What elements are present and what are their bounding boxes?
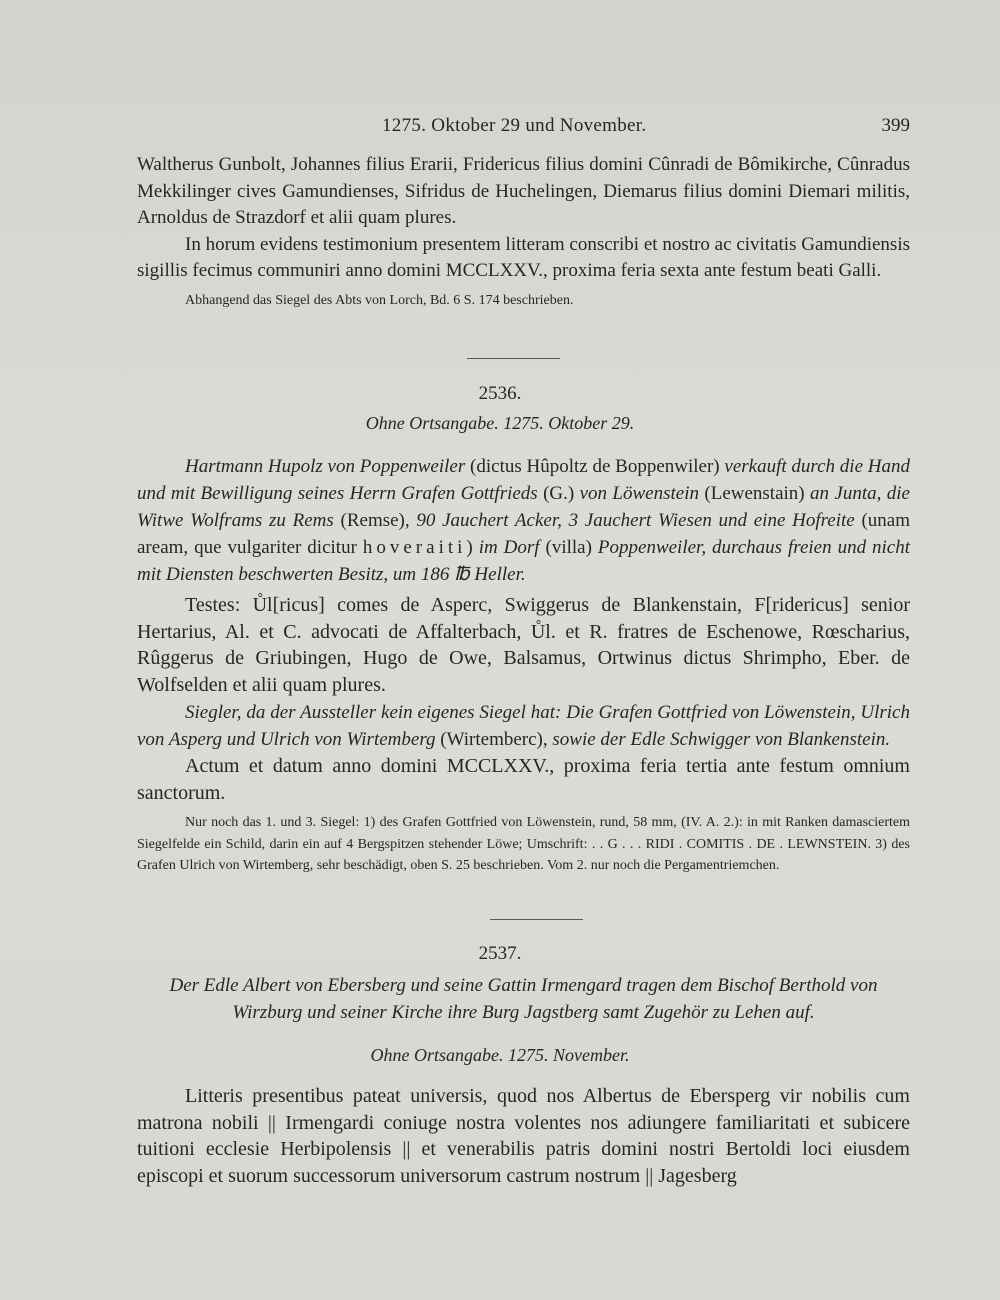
document-number-2537: 2537. (478, 943, 522, 964)
previous-document-text (137, 152, 910, 311)
text-2537: Litteris presentibus pateat universis, quod nos Albertus de Ebersperg vir nobilis cum matrona nobili || Irmengardi coniuge nostra volentes nos adiungere familiaritati et subicere tuitioni ecclesie Herbipolensis || et venerabilis patris domini nostri Bertoldi loci eiusdem episcopi et suorum successorum universorum castrum nostrum || Jagesberg (137, 1085, 910, 1187)
running-header (137, 115, 910, 141)
summary-2537: Der Edle Albert von Ebersberg und seine Gattin Irmengard tragen dem Bischof Berthold von Wirzburg und seiner Kirche ihre Burg Jagstberg samt Zugehör zu Lehen auf. (169, 975, 878, 1023)
page-number: 399 (881, 115, 910, 136)
separator-rule (490, 919, 583, 920)
header-title: 1275. Oktober 29 und November. (382, 115, 647, 136)
sealers-2536: Siegler, da der Aussteller kein eigenes Siegel hat: Die Grafen Gottfried von Löwenstein, Ulrich von Asperg und Ulrich von Wirtemberg (Wirtemberc), sowie der Edle Schwigger von Blankenstein. (137, 702, 910, 750)
document-number-2536: 2536. (478, 383, 522, 404)
corroboration-paragraph: In horum evidens testimonium presentem litteram conscribi et nostro ac civitatis Gamundiensis sigillis fecimus communiri anno domini MCCLXXV., proxima feria sexta ante festum beati Galli. (137, 233, 910, 281)
witness-list-paragraph: Waltherus Gunbolt, Johannes filius Erarii, Fridericus filius domini Cûnradi de Bômikirche, Cûnradus Mekkilinger cives Gamundienses, Sifridus de Huchelingen, Diemarus filius domini Diemari militis, Arnoldus de Strazdorf et alii quam plures. (137, 154, 910, 228)
dating-clause-2536: Actum et datum anno domini MCCLXXV., proxima feria tertia ante festum omnium sanctorum. (137, 755, 910, 804)
seal-note-2536: Nur noch das 1. und 3. Siegel: 1) des Grafen Gottfried von Löwenstein, rund, 58 mm, (IV. A. 2.): in mit Ranken damasciertem Siegelfelde ein Schild, darin ein auf 4 Bergspitzen stehender Löwe; Umschrift: . . G . . . RIDI . COMITIS . DE . LEWNSTEIN. 3) des Grafen Ulrich von Wirtemberg, sehr beschädigt, oben S. 25 beschrieben. Vom 2. nur noch die Pergamentriemchen. (137, 815, 910, 873)
separator-rule (467, 358, 560, 359)
document-2537-summary-block (137, 972, 910, 1026)
summary-2536: Hartmann Hupolz von Poppenweiler (dictus Hûpoltz de Boppenwiler) verkauft durch die Hand und mit Bewilligung seines Herrn Grafen Gottfrieds (G.) von Löwenstein (Lewenstain) an Junta, die Witwe Wolframs zu Rems (Remse), 90 Jauchert Acker, 3 Jauchert Wiesen und eine Hofreite (unam aream, que vulgariter dicitur hoveraiti) im Dorf (villa) Poppenweiler, durchaus freien und nicht mit Diensten beschwerten Besitz, um 186 ℔ Heller. (137, 456, 911, 585)
place-date-2536: Ohne Ortsangabe. 1275. Oktober 29. (365, 413, 635, 433)
document-2537-body (137, 1083, 910, 1189)
place-date-2537: Ohne Ortsangabe. 1275. November. (370, 1045, 630, 1065)
seal-note: Abhangend das Siegel des Abts von Lorch, Bd. 6 S. 174 beschrieben. (185, 292, 574, 308)
witnesses-2536: Testes: Ůl[ricus] comes de Asperc, Swiggerus de Blankenstain, F[ridericus] senior Hertarius, Al. et C. advocati de Affalterbach, Ůl. et R. fratres de Eschenowe, Rœscharius, Rûggerus de Griubingen, Hugo de Owe, Balsamus, Ortwinus dictus Shrimpho, Eber. de Wolfselden et alii quam plures. (137, 594, 910, 696)
document-2536-body (137, 453, 910, 877)
